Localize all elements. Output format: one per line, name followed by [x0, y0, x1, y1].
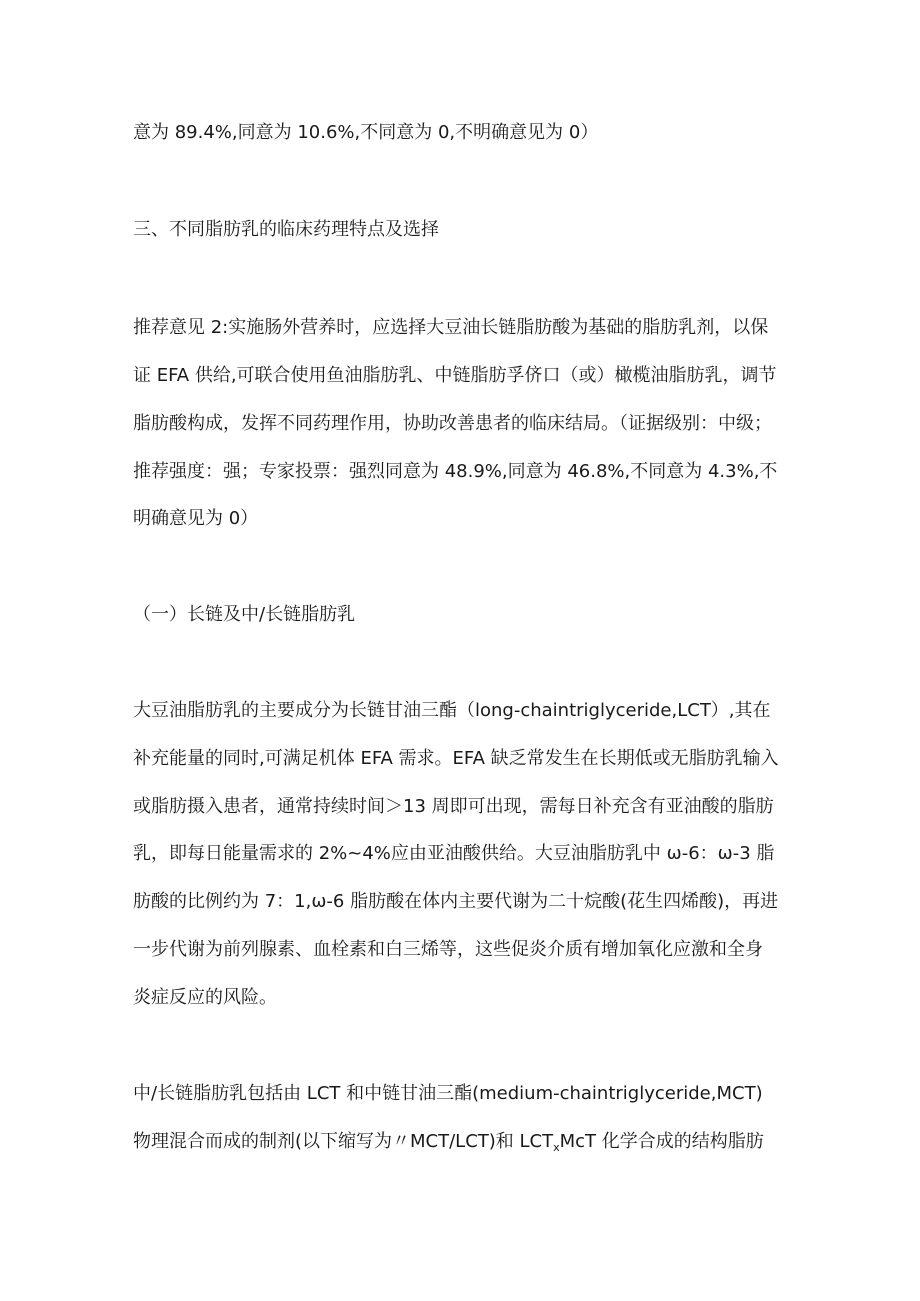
paragraph-line — [133, 1130, 764, 1160]
text-segment: McT 化学合成的结构脂肪 — [559, 1131, 764, 1152]
paragraph-line: 或脂肪摄入患者，通常持续时间＞13 周即可出现，需每日补充含有亚油酸的脂肪 — [133, 796, 774, 817]
paragraph-line: 明确意见为 0） — [133, 508, 259, 529]
paragraph-line: 推荐意见 2:实施肠外营养时，应选择大豆油长链脂肪酸为基础的脂肪乳剂，以保 — [133, 317, 769, 338]
subsection-heading: （一）长链及中/长链脂肪乳 — [133, 604, 356, 625]
paragraph-line: 意为 89.4%,同意为 10.6%,不同意为 0,不明确意见为 0） — [133, 122, 599, 143]
paragraph-line: 肪酸的比例约为 7：1,ω-6 脂肪酸在体内主要代谢为二十烷酸(花生四烯酸)，再进 — [133, 891, 779, 912]
paragraph-line: 中/长链脂肪乳包括由 LCT 和中链甘油三酯(medium-chaintriglyceride,MCT) — [133, 1083, 763, 1104]
section-heading: 三、不同脂肪乳的临床药理特点及选择 — [133, 219, 439, 240]
paragraph-line: 推荐强度：强；专家投票：强烈同意为 48.9%,同意为 46.8%,不同意为 4.3%,不 — [133, 461, 778, 482]
text-segment: 物理混合而成的制剂(以下缩写为〃MCT/LCT)和 LCT — [133, 1131, 554, 1152]
subscript-text: x — [553, 1141, 560, 1154]
paragraph-line: 脂肪酸构成，发挥不同药理作用，协助改善患者的临床结局。（证据级别：中级； — [133, 413, 772, 434]
paragraph-line: 一步代谢为前列腺素、血栓素和白三烯等，这些促炎介质有增加氧化应激和全身 — [133, 939, 763, 960]
paragraph-line: 大豆油脂肪乳的主要成分为长链甘油三酯（long-chaintriglyceride,LCT）,其在 — [133, 700, 771, 721]
paragraph-line: 乳，即每日能量需求的 2%~4%应由亚油酸供给。大豆油脂肪乳中 ω-6：ω-3 脂 — [133, 843, 775, 864]
paragraph-line: 炎症反应的风险。 — [133, 987, 277, 1008]
paragraph-line: 证 EFA 供给,可联合使用鱼油脂肪乳、中链脂肪孚侪口（或）橄榄油脂肪乳，调节 — [133, 365, 777, 386]
paragraph-line: 补充能量的同时,可满足机体 EFA 需求。EFA 缺乏常发生在长期低或无脂肪乳输入 — [133, 748, 779, 769]
